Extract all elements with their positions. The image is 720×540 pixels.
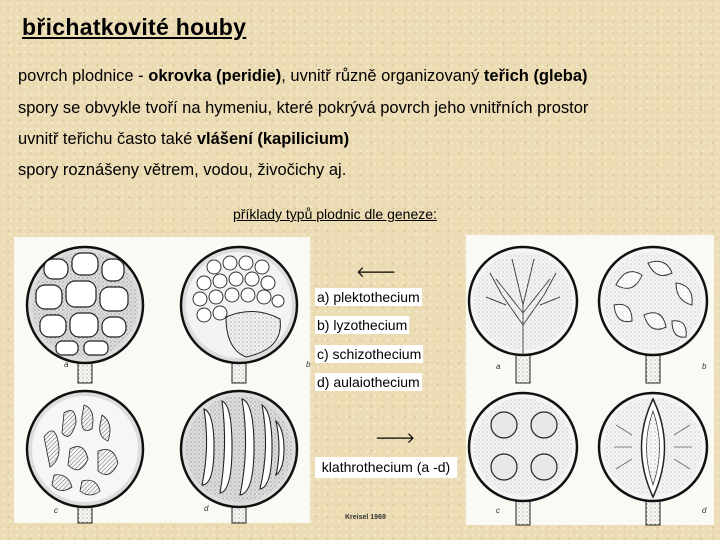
fruitbody-illustration-right bbox=[466, 235, 714, 525]
text-line-4: spory roznášeny větrem, vodou, živočichy aj. bbox=[18, 161, 347, 179]
line-3-text: uvnitř teřichu často také bbox=[18, 130, 197, 148]
text-line-3 bbox=[18, 130, 349, 149]
figure-label: d bbox=[204, 504, 209, 513]
line-1-text-a: povrch plodnice - bbox=[18, 67, 149, 85]
fruitbody-drawings-right bbox=[466, 235, 714, 525]
figure-label: d bbox=[702, 506, 707, 515]
line-3-bold: vlášení (kapilicium) bbox=[196, 130, 350, 148]
figure-label: c bbox=[54, 506, 58, 515]
legend-item-schizothecium: c) schizothecium bbox=[317, 346, 422, 362]
drawing-a-left bbox=[27, 247, 143, 383]
arrow-right-icon: 🡒 bbox=[375, 430, 416, 447]
legend-item-aulaiothecium: d) aulaiothecium bbox=[317, 374, 420, 390]
legend-item-plektothecium: a) plektothecium bbox=[317, 289, 420, 305]
fruitbody-illustration-left bbox=[14, 237, 310, 523]
drawing-b-right bbox=[599, 247, 707, 383]
figure-label: c bbox=[496, 506, 500, 515]
drawing-d-left bbox=[181, 391, 297, 523]
drawing-a-right bbox=[469, 247, 577, 383]
line-1-bold-a: okrovka (peridie) bbox=[148, 67, 282, 85]
figure-label: b bbox=[702, 362, 707, 371]
text-line-2: spory se obvykle tvoří na hymeniu, které pokrývá povrch jeho vnitřních prostor bbox=[18, 99, 589, 117]
drawing-c-left bbox=[27, 391, 143, 523]
line-1-text-b: , uvnitř různě organizovaný bbox=[281, 67, 484, 85]
drawing-d-right bbox=[599, 393, 707, 525]
page-title: břichatkovité houby bbox=[22, 14, 247, 40]
figure-credit: Kreisel 1969 bbox=[345, 514, 386, 521]
figure-caption: příklady typů plodnic dle geneze: bbox=[233, 206, 437, 222]
figure-label: b bbox=[306, 360, 311, 369]
text-line-1 bbox=[18, 67, 588, 86]
drawing-c-right bbox=[469, 393, 577, 525]
line-1-bold-b: teřich (gleba) bbox=[483, 67, 588, 85]
figure-label: a bbox=[64, 360, 69, 369]
arrow-left-icon: 🡐 bbox=[356, 264, 397, 281]
drawing-b-left bbox=[181, 247, 297, 383]
fruitbody-drawings-left bbox=[14, 237, 310, 523]
figure-label: a bbox=[496, 362, 501, 371]
legend-item-klathrothecium: klathrothecium (a -d) bbox=[315, 457, 457, 478]
legend-item-lyzothecium: b) lyzothecium bbox=[317, 317, 408, 333]
